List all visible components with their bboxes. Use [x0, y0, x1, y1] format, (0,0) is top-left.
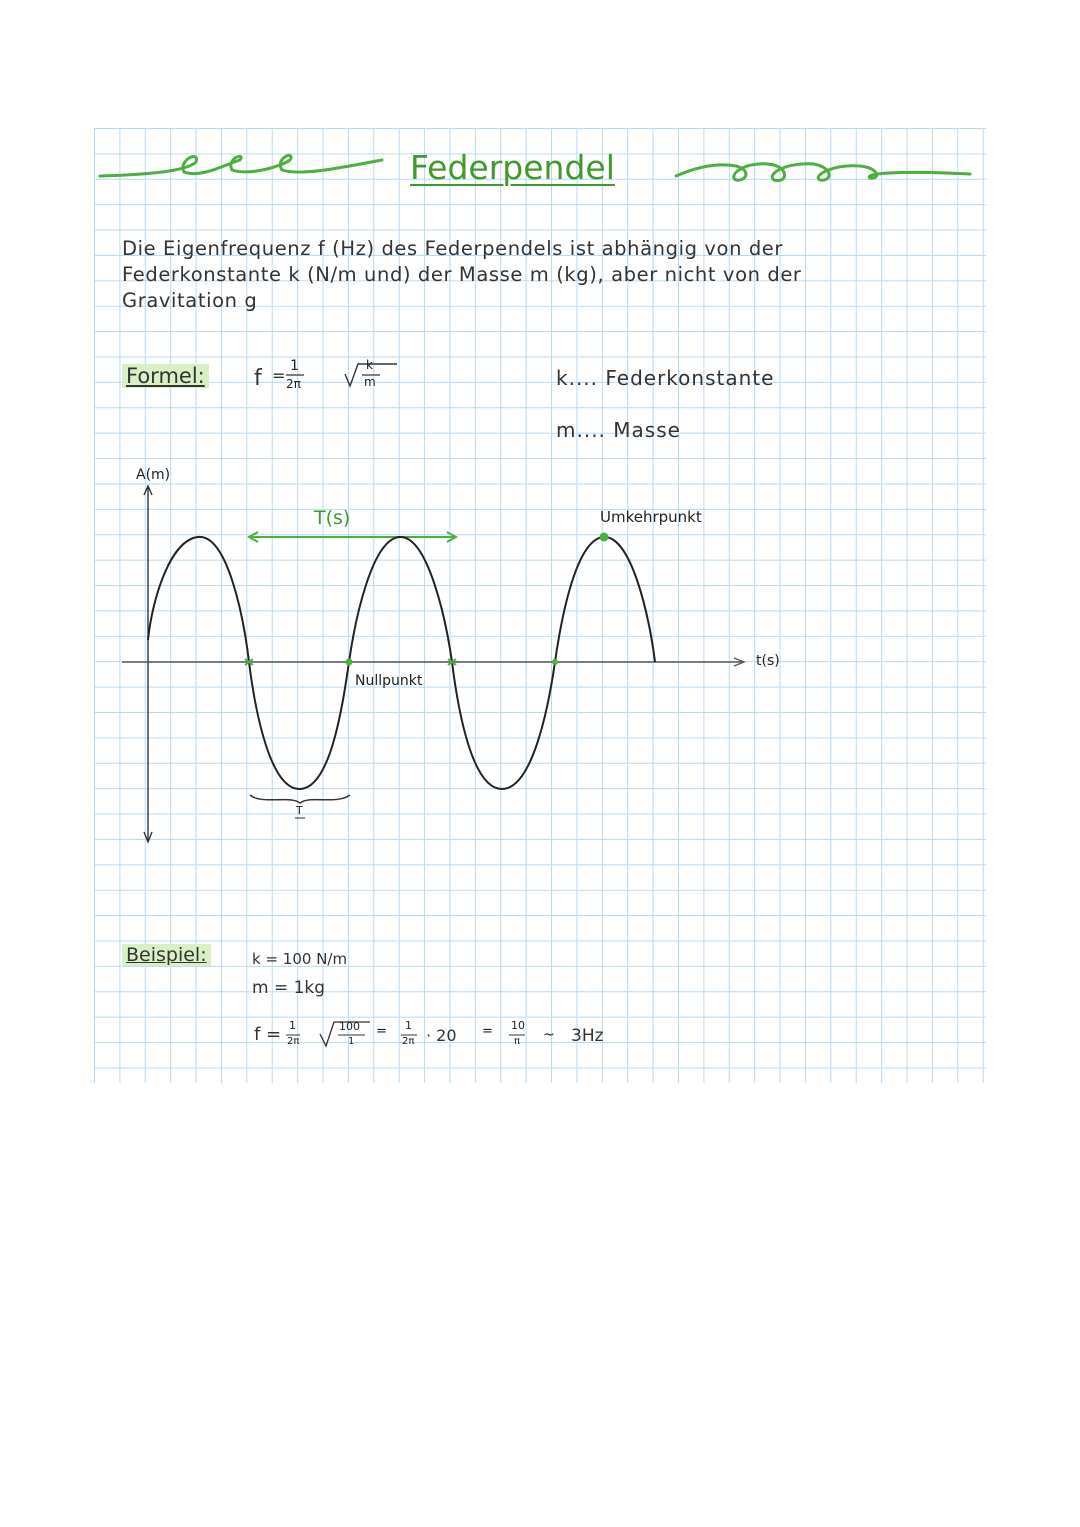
- example-k: k = 100 N/m: [252, 950, 348, 968]
- example-times20: · 20: [426, 1026, 457, 1045]
- x-axis-label: t(s): [756, 653, 780, 669]
- intro-line-2: Federkonstante k (N/m und) der Masse m (kg), aber nicht von der: [122, 263, 802, 286]
- formula-den2: m: [364, 375, 376, 389]
- formula-den1: 2π: [286, 377, 301, 391]
- oscillation-curve: [148, 537, 655, 789]
- turning-point-dot: [600, 533, 609, 542]
- zero-point-dot: [346, 659, 353, 666]
- example-approx: ~: [543, 1027, 555, 1043]
- intro-line-3: Gravitation g: [122, 289, 258, 312]
- y-axis-label: A(m): [136, 467, 171, 483]
- definition-k: k.... Federkonstante: [556, 366, 775, 390]
- example-root-num: 100: [339, 1020, 360, 1033]
- left-swirl-decoration: [100, 155, 382, 176]
- example-m: m = 1kg: [252, 978, 326, 998]
- example-result: 3Hz: [571, 1026, 604, 1046]
- example-label: Beispiel:: [122, 944, 211, 966]
- formula-num2: k: [366, 358, 373, 372]
- turning-point-label: Umkehrpunkt: [600, 508, 702, 526]
- page-title: Federpendel: [410, 148, 615, 187]
- zero-mark-4: [552, 659, 558, 665]
- example-frac3-num: 10: [511, 1019, 525, 1032]
- example-frac3-den: π: [514, 1036, 521, 1047]
- example-f-start: f =: [254, 1024, 282, 1045]
- formula-label: Formel:: [122, 364, 209, 388]
- example-eq2: =: [376, 1024, 387, 1039]
- zero-point-label: Nullpunkt: [355, 673, 423, 689]
- formula-num1: 1: [290, 358, 299, 374]
- example-frac1-num: 1: [289, 1019, 296, 1032]
- intro-paragraph: [122, 236, 802, 314]
- period-label: T(s): [314, 507, 351, 529]
- example-eq3: =: [482, 1024, 493, 1039]
- example-frac1-den: 2π: [287, 1036, 300, 1047]
- brace-label: T: [296, 804, 303, 817]
- example-frac2-num: 1: [405, 1019, 412, 1032]
- example-frac2-den: 2π: [402, 1036, 415, 1047]
- intro-line-1: Die Eigenfrequenz f (Hz) des Federpendels ist abhängig von der: [122, 237, 784, 260]
- example-root-den: 1: [348, 1036, 355, 1047]
- formula-equals: =: [272, 366, 286, 385]
- right-swirl-decoration: [676, 164, 970, 181]
- definition-m: m.... Masse: [556, 418, 681, 442]
- formula-f: f: [254, 366, 262, 391]
- half-period-brace: [250, 795, 350, 803]
